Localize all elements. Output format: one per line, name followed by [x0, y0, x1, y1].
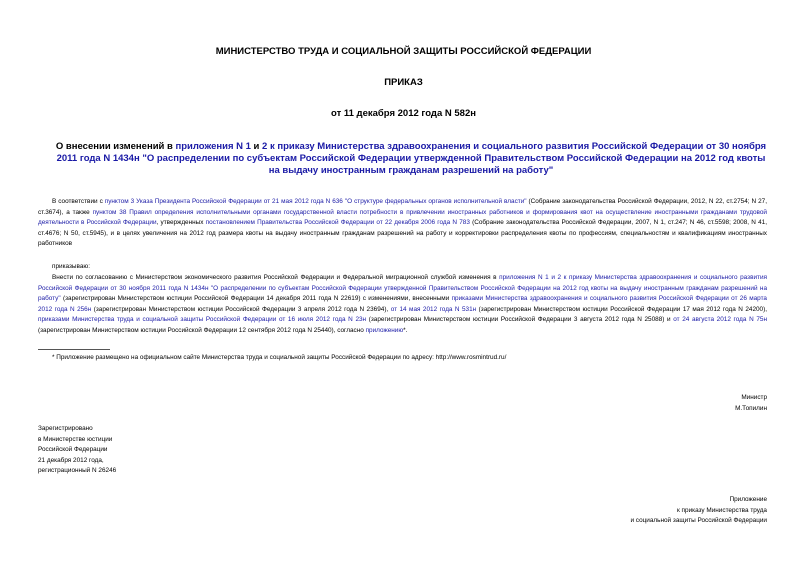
- main-text-6: (зарегистрирован Министерством юстиции Российской Федерации 12 сентября 2012 года N 25440), согласно: [38, 326, 366, 334]
- main-text-3: (зарегистрирован Министерством юстиции Российской Федерации 3 апреля 2012 года N 23694),: [91, 305, 391, 313]
- preamble-paragraph: [38, 197, 767, 250]
- main-text-4: (зарегистрирован Министерством юстиции Российской Федерации 17 мая 2012 года N 24200),: [476, 305, 768, 313]
- heading-link-order[interactable]: 2 к приказу Министерства здравоохранения и социального развития Российской Федерации от 30 ноября 2011 года N 1434н "О распределении по субъектам Российской Федерации утвержденной Правительством Российской Федерации на 2012 год квоты на выдачу иностранным гражданам разрешений на работу": [56, 141, 767, 176]
- doc-type: ПРИКАЗ: [384, 77, 423, 88]
- heading-link-appendix-1[interactable]: приложения N 1: [175, 141, 251, 152]
- preamble-link-rules[interactable]: пунктом 38 Правил определения исполнительными органами государственной власти потребности в привлечении иностранных работников и формирования квот на осуществление иностранными гражданами трудовой деятельности в Российской Федерации: [38, 208, 767, 226]
- appendix-line-2: к приказу Министерства труда: [676, 506, 767, 514]
- heading-text-2: и: [250, 141, 263, 152]
- signature-position: Министр: [741, 394, 767, 401]
- main-link-order-531n[interactable]: от 14 мая 2012 года N 531н: [390, 305, 477, 313]
- registration-block: [38, 424, 116, 477]
- preamble-text-4: (Собрание законодательства Российской Федерации, 2007, N 1, ст.247; N 46, ст.5598; 2008, N 41, ст.4676; N 50, ст.5945), и в целях увеличения на 2012 год размера квоты на выдачу иностранным гражданам разрешений на работу и корректировки распределения квоты по профессиям, специальностям и квалификациям иностранных работников: [38, 219, 767, 247]
- preamble-text-2: (Собрание законодательства Российской Федерации, 2012, N 22, ст.2754; N 27, ст.3674), а также: [38, 198, 768, 216]
- main-paragraph: [38, 273, 767, 336]
- heading-text-1: О внесении изменений в: [55, 141, 176, 152]
- registration-line-4: 21 декабря 2012 года,: [38, 456, 104, 464]
- preamble-link-resolution[interactable]: постановлением Правительства Российской Федерации от 22 декабря 2006 года N 783: [205, 219, 470, 226]
- main-link-order-256n[interactable]: приказами Министерства здравоохранения и социального развития Российской Федерации от 26 марта 2012 года N 256н: [38, 295, 767, 313]
- main-link-appendix[interactable]: приложению: [365, 326, 404, 334]
- main-text-1: Внести по согласованию с Министерством экономического развития Российской Федерации и Федеральной миграционной службой изменения в: [52, 274, 500, 281]
- registration-line-2: в Министерстве юстиции: [38, 435, 113, 443]
- main-link-appendices[interactable]: приложения N 1 и 2 к приказу Министерства здравоохранения и социального развития Российской Федерации от 30 ноября 2011 года N 1434н "О распределении по субъектам Российской Федерации утвержденной Правительством Российской Федерации на 2012 год квоты на выдачу иностранным гражданам разрешений на работу": [38, 274, 767, 302]
- order-word: приказываю:: [52, 263, 90, 270]
- appendix-line-3: и социальной защиты Российской Федерации: [630, 517, 767, 525]
- main-text-2: (зарегистрирован Министерством юстиции Российской Федерации 14 декабря 2011 года N 22619) с изменениями, внесенными: [60, 295, 452, 302]
- preamble-text-3: , утвержденных: [156, 219, 206, 226]
- ministry-title: МИНИСТЕРСТВО ТРУДА И СОЦИАЛЬНОЙ ЗАЩИТЫ РОССИЙСКОЙ ФЕДЕРАЦИИ: [215, 46, 592, 57]
- appendix-caption: [630, 495, 767, 527]
- footnote: * Приложение размещено на официальном сайте Министерства труда и социальной защиты Российской Федерации по адресу: http://www.rosmintrud.ru/: [52, 354, 507, 361]
- signature-name: М.Топилин: [735, 404, 767, 412]
- preamble-link-decree[interactable]: пунктом 3 Указа Президента Российской Федерации от 21 мая 2012 года N 636 "О структуре федеральных органов исполнительной власти": [104, 198, 527, 205]
- footnote-separator: [38, 349, 110, 350]
- main-link-order-75n[interactable]: от 24 августа 2012 года N 75н: [673, 316, 767, 323]
- main-link-order-23n[interactable]: приказами Министерства труда и социальной защиты Российской Федерации от 16 июля 2012 года N 23н: [38, 316, 367, 323]
- main-text-5: (зарегистрирован Министерством юстиции Российской Федерации 3 августа 2012 года N 25088) и: [366, 316, 674, 323]
- document-heading: [52, 141, 770, 177]
- registration-line-5: регистрационный N 26246: [38, 467, 117, 475]
- preamble-text-1: В соответствии с: [52, 198, 105, 205]
- registration-line-3: Российской Федерации: [38, 446, 108, 454]
- signature-block: [735, 393, 767, 414]
- registration-line-1: Зарегистрировано: [38, 425, 93, 432]
- doc-date-number: от 11 декабря 2012 года N 582н: [331, 108, 476, 119]
- appendix-line-1: Приложение: [729, 496, 767, 503]
- main-text-7: *.: [403, 326, 408, 334]
